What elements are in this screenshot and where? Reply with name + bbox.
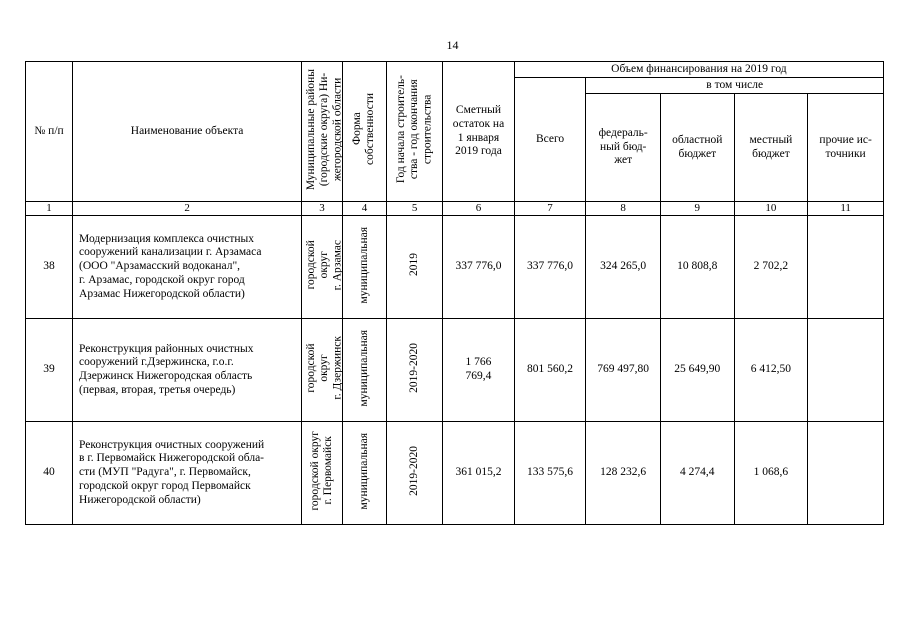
row-object-name: Модернизация комплекса очистных сооружений канализации г. Арзамаса (ООО "Арзамасский водоканал", г. Арзамас, городской округ город Арзамас Нижегородской области) — [73, 216, 302, 319]
column-number: 3 — [302, 202, 343, 216]
column-number: 6 — [443, 202, 515, 216]
header-years: Год начала строитель- ства - год окончания строительства — [386, 62, 442, 202]
table-row — [26, 319, 884, 422]
row-federal: 324 265,0 — [586, 216, 661, 319]
table-row — [26, 422, 884, 525]
row-district: городской округ г. Арзамас — [302, 216, 343, 319]
row-total: 337 776,0 — [514, 216, 586, 319]
row-other — [808, 216, 884, 319]
row-years: 2019-2020 — [386, 422, 442, 525]
row-other — [808, 422, 884, 525]
column-number: 8 — [586, 202, 661, 216]
row-num: 40 — [26, 422, 73, 525]
row-estimate: 361 015,2 — [443, 422, 515, 525]
column-number: 2 — [73, 202, 302, 216]
header-total: Всего — [514, 78, 586, 202]
row-regional: 10 808,8 — [660, 216, 734, 319]
header-other: прочие ис- точники — [808, 94, 884, 202]
row-total: 133 575,6 — [514, 422, 586, 525]
table-row — [26, 216, 884, 319]
row-local: 1 068,6 — [734, 422, 808, 525]
row-estimate: 1 766 769,4 — [443, 319, 515, 422]
row-federal: 128 232,6 — [586, 422, 661, 525]
row-regional: 4 274,4 — [660, 422, 734, 525]
row-object-name: Реконструкция очистных сооружений в г. Первомайск Нижегородской обла- сти (МУП "Радуга", г. Первомайск, городской округ город Первомайск Нижегородской области) — [73, 422, 302, 525]
header-including: в том числе — [586, 78, 884, 94]
header-regional: областной бюджет — [660, 94, 734, 202]
column-number: 7 — [514, 202, 586, 216]
financing-table — [25, 61, 884, 525]
row-local: 6 412,50 — [734, 319, 808, 422]
column-number: 5 — [386, 202, 442, 216]
row-total: 801 560,2 — [514, 319, 586, 422]
header-funding: Объем финансирования на 2019 год — [514, 62, 883, 78]
row-num: 38 — [26, 216, 73, 319]
row-federal: 769 497,80 — [586, 319, 661, 422]
header-local: местный бюджет — [734, 94, 808, 202]
row-regional: 25 649,90 — [660, 319, 734, 422]
row-other — [808, 319, 884, 422]
column-numbers-row — [26, 202, 884, 216]
row-estimate: 337 776,0 — [443, 216, 515, 319]
row-object-name: Реконструкция районных очистных сооружений г.Дзержинска, г.о.г. Дзержинск Нижегородская область (первая, вторая, третья очередь) — [73, 319, 302, 422]
header-row-1 — [26, 62, 884, 78]
page-number: 14 — [446, 38, 459, 52]
row-years: 2019 — [386, 216, 442, 319]
header-ownership: Форма собственности — [342, 62, 386, 202]
row-years: 2019-2020 — [386, 319, 442, 422]
column-number: 10 — [734, 202, 808, 216]
column-number: 4 — [342, 202, 386, 216]
row-local: 2 702,2 — [734, 216, 808, 319]
column-number: 1 — [26, 202, 73, 216]
header-district: Муниципальные районы (городские округа) Ни- жегородской области — [302, 62, 343, 202]
row-ownership: муниципальная — [342, 216, 386, 319]
row-district: городской округ г. Дзержинск — [302, 319, 343, 422]
row-district: городской округ г. Первомайск — [302, 422, 343, 525]
header-estimate: Сметный остаток на 1 января 2019 года — [443, 62, 515, 202]
column-number: 9 — [660, 202, 734, 216]
header-federal: федераль- ный бюд- жет — [586, 94, 661, 202]
header-num: № п/п — [26, 62, 73, 202]
row-num: 39 — [26, 319, 73, 422]
column-number: 11 — [808, 202, 884, 216]
row-ownership: муниципальная — [342, 422, 386, 525]
row-ownership: муниципальная — [342, 319, 386, 422]
header-name: Наименование объекта — [73, 62, 302, 202]
